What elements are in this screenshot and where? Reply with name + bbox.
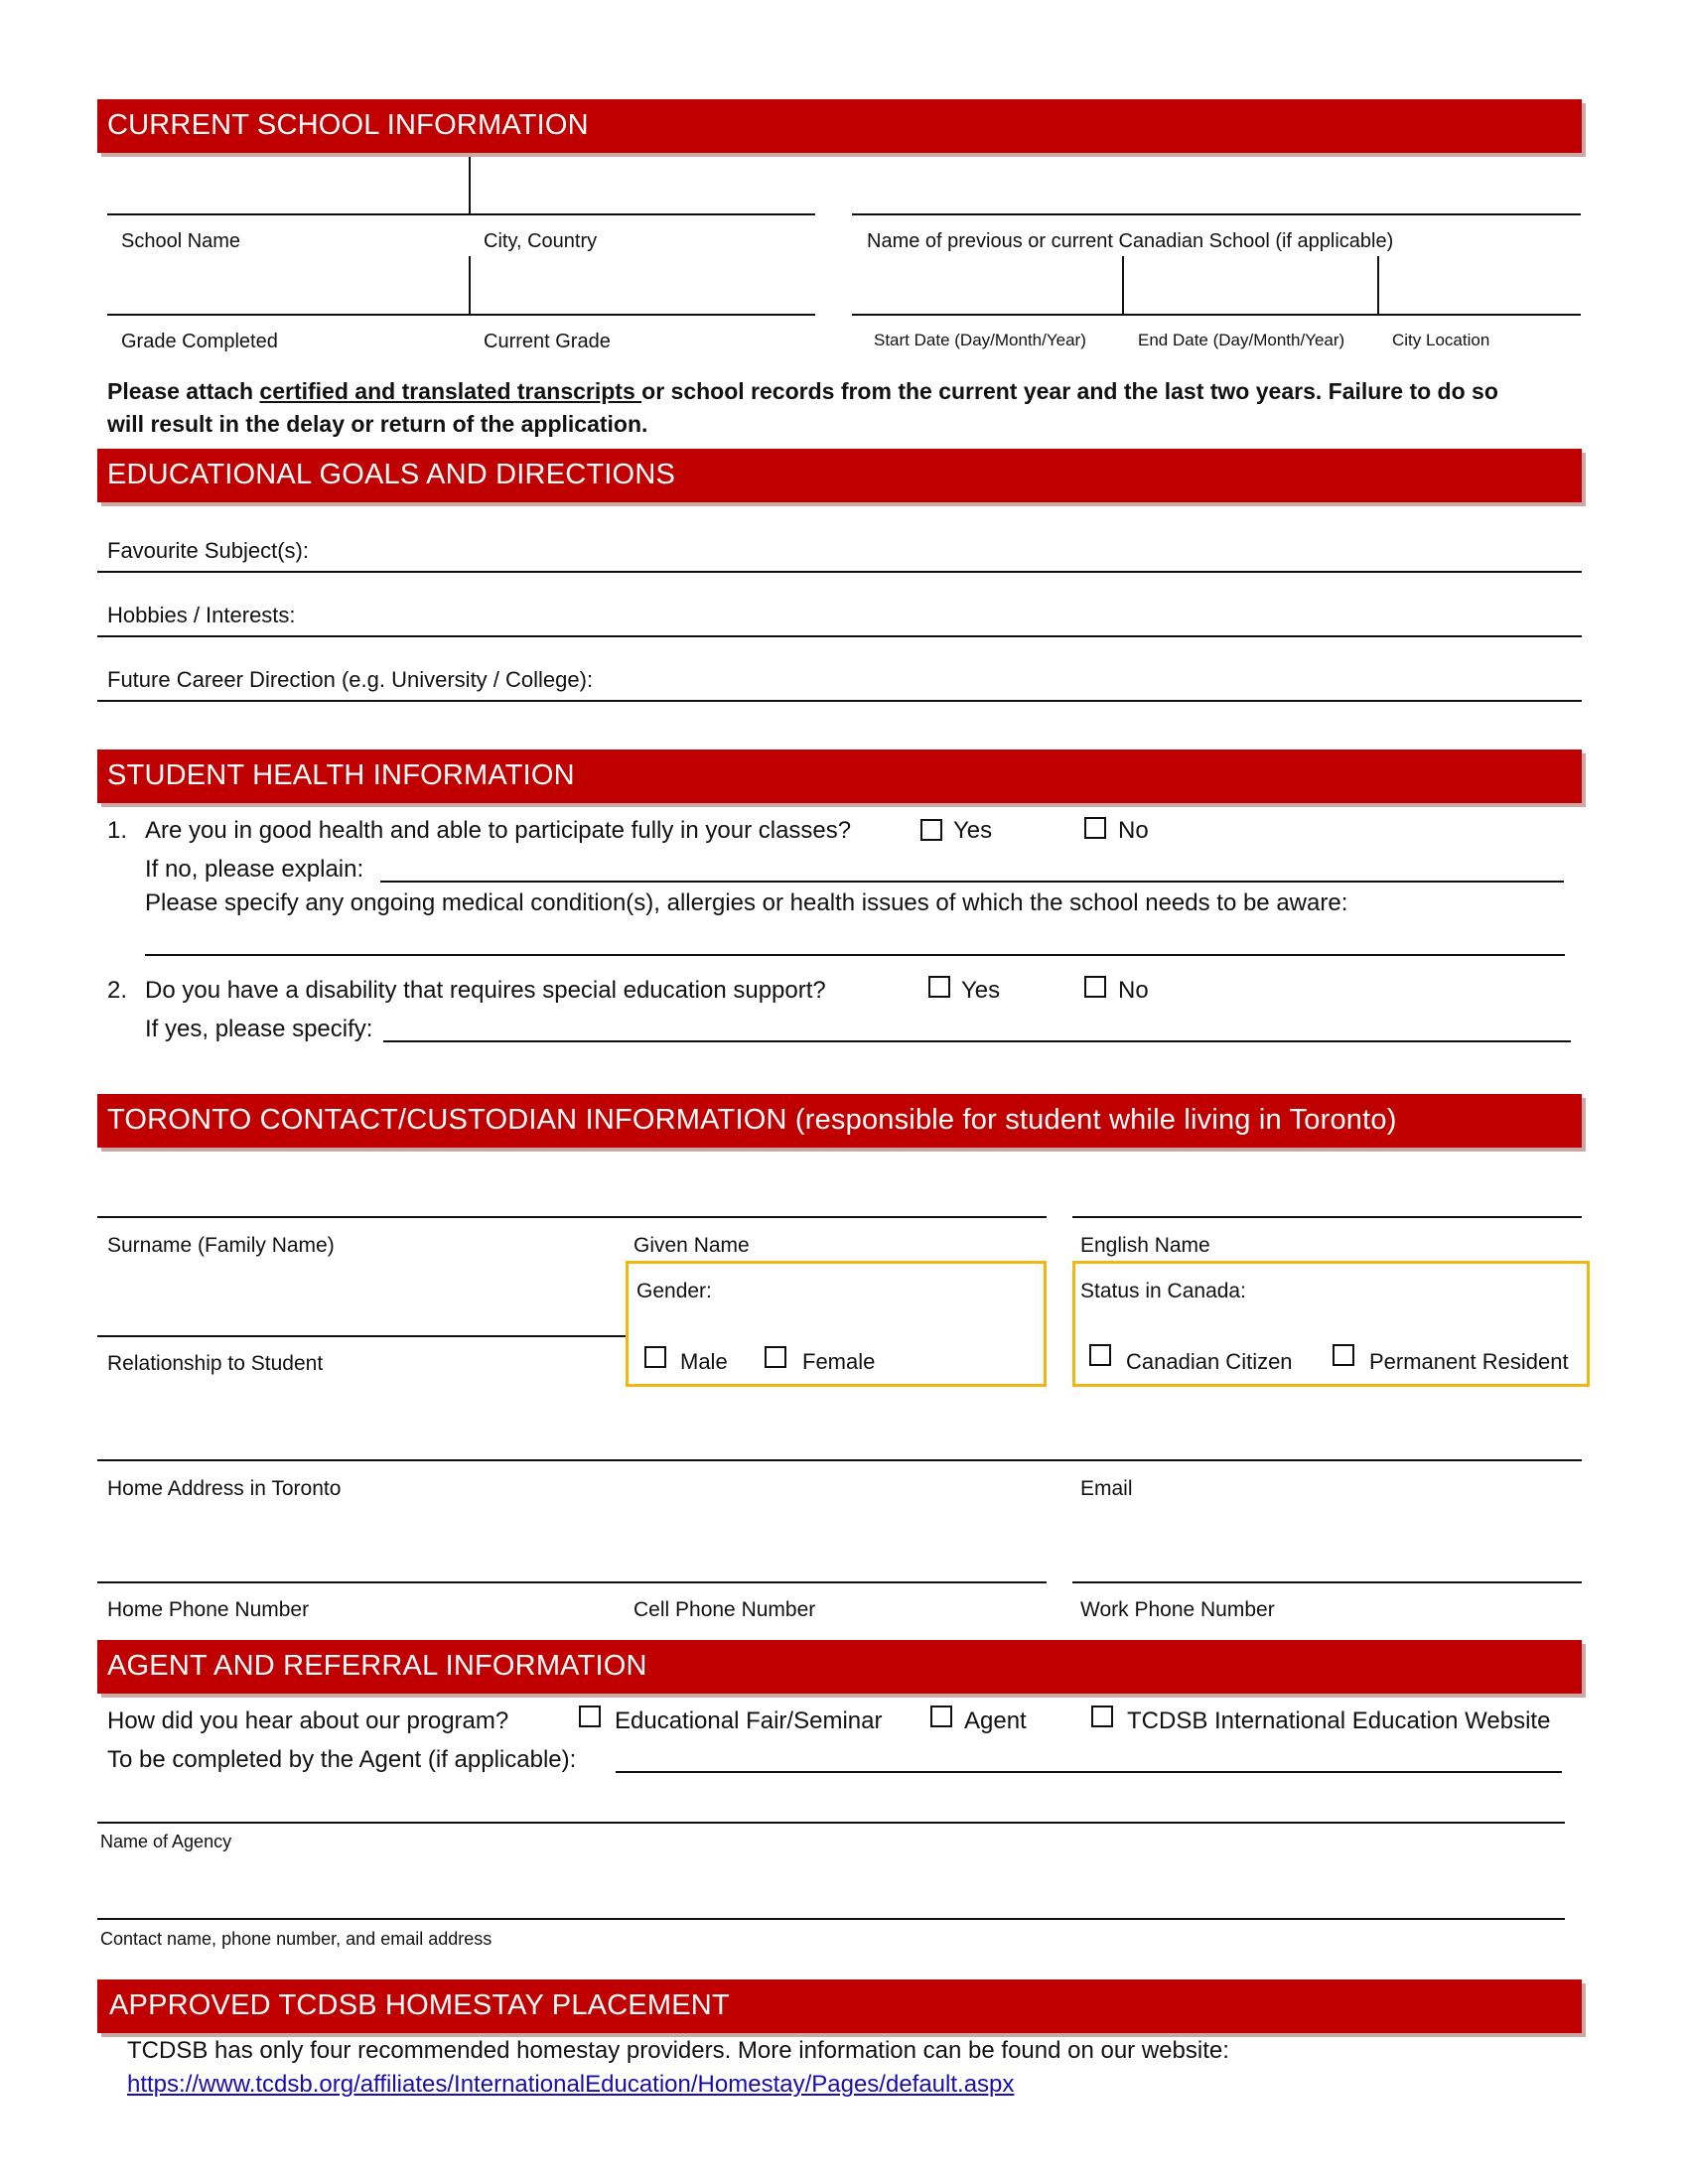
fair-checkbox[interactable] bbox=[579, 1706, 601, 1727]
home-phone-label: Home Phone Number bbox=[107, 1598, 310, 1621]
agency-contact-label: Contact name, phone number, and email address bbox=[100, 1929, 492, 1949]
canadian-citizen-checkbox[interactable] bbox=[1089, 1344, 1111, 1366]
given-name-label: Given Name bbox=[633, 1234, 750, 1257]
agent-checkbox[interactable] bbox=[930, 1706, 952, 1727]
gender-label: Gender: bbox=[636, 1280, 712, 1302]
hobbies-label: Hobbies / Interests: bbox=[107, 603, 296, 627]
q2-no-label: No bbox=[1118, 977, 1149, 1004]
section-title: EDUCATIONAL GOALS AND DIRECTIONS bbox=[107, 459, 675, 490]
hear-question: How did you hear about our program? bbox=[107, 1707, 509, 1734]
q2-no-checkbox[interactable] bbox=[1084, 976, 1106, 998]
q2-yes-label: Yes bbox=[961, 977, 1001, 1004]
work-phone-label: Work Phone Number bbox=[1080, 1598, 1275, 1621]
transcript-notice: Please attach certified and translated transcripts or school records from the current year and the last two years. Failure to do so bbox=[107, 378, 1498, 404]
q1-no-checkbox[interactable] bbox=[1084, 817, 1106, 839]
agency-name-field[interactable] bbox=[97, 1822, 1565, 1824]
favourite-subject-field[interactable] bbox=[97, 571, 1582, 573]
q1-no-label: No bbox=[1118, 817, 1149, 844]
homestay-website-link[interactable]: https://www.tcdsb.org/affiliates/InternationalEducation/Homestay/Pages/default.aspx bbox=[127, 2071, 1015, 2098]
q1-yes-label: Yes bbox=[953, 817, 993, 844]
website-checkbox[interactable] bbox=[1091, 1706, 1113, 1727]
agent-completion-label: To be completed by the Agent (if applicable): bbox=[107, 1746, 577, 1773]
section-header-agent bbox=[97, 1640, 1582, 1694]
grade-field[interactable] bbox=[107, 314, 815, 316]
q2-specify-field[interactable] bbox=[383, 1040, 1571, 1042]
canadian-citizen-label: Canadian Citizen bbox=[1126, 1349, 1293, 1374]
address-email-field[interactable] bbox=[97, 1459, 1582, 1461]
section-header-current-school bbox=[97, 99, 1582, 153]
q1-yes-checkbox[interactable] bbox=[920, 819, 942, 841]
status-label: Status in Canada: bbox=[1080, 1280, 1246, 1302]
field-divider bbox=[1122, 256, 1124, 314]
male-checkbox[interactable] bbox=[644, 1346, 666, 1368]
section-header-toronto-contact bbox=[97, 1094, 1582, 1148]
grade-completed-label: Grade Completed bbox=[121, 331, 278, 352]
agent-completion-field[interactable] bbox=[616, 1771, 1562, 1773]
section-title: CURRENT SCHOOL INFORMATION bbox=[107, 109, 589, 141]
fair-label: Educational Fair/Seminar bbox=[615, 1707, 883, 1734]
section-subtitle: (responsible for student while living in Toronto) bbox=[794, 1104, 1397, 1136]
question-number: 1. bbox=[107, 817, 128, 844]
field-divider bbox=[1377, 256, 1379, 314]
home-address-label: Home Address in Toronto bbox=[107, 1477, 342, 1500]
q1-explain-label: If no, please explain: bbox=[145, 856, 364, 883]
dates-field[interactable] bbox=[852, 314, 1581, 316]
health-question-1: Are you in good health and able to participate fully in your classes? bbox=[145, 817, 852, 844]
female-label: Female bbox=[802, 1349, 876, 1374]
section-title: TORONTO CONTACT/CUSTODIAN INFORMATION (responsible for student while living in Toronto) bbox=[107, 1104, 1397, 1136]
current-grade-label: Current Grade bbox=[484, 331, 611, 352]
start-date-label: Start Date (Day/Month/Year) bbox=[874, 331, 1086, 349]
relationship-label: Relationship to Student bbox=[107, 1352, 324, 1375]
q1-specify-field[interactable] bbox=[145, 954, 1565, 956]
field-divider bbox=[469, 256, 471, 314]
female-checkbox[interactable] bbox=[765, 1346, 786, 1368]
work-phone-field[interactable] bbox=[1072, 1581, 1582, 1583]
previous-school-field[interactable] bbox=[852, 213, 1581, 215]
phone-field[interactable] bbox=[97, 1581, 1047, 1583]
school-name-label: School Name bbox=[121, 230, 241, 252]
section-title: APPROVED TCDSB HOMESTAY PLACEMENT bbox=[109, 1989, 730, 2021]
transcript-notice-line2: will result in the delay or return of the application. bbox=[107, 411, 648, 437]
name-field[interactable] bbox=[97, 1216, 1047, 1218]
permanent-resident-label: Permanent Resident bbox=[1369, 1349, 1569, 1374]
end-date-label: End Date (Day/Month/Year) bbox=[1138, 331, 1345, 349]
q1-explain-field[interactable] bbox=[380, 881, 1564, 883]
field-divider bbox=[469, 157, 471, 213]
q1-specify-label: Please specify any ongoing medical condition(s), allergies or health issues of which the school needs to be aware: bbox=[145, 889, 1348, 916]
relationship-field[interactable] bbox=[97, 1335, 626, 1337]
favourite-subject-label: Favourite Subject(s): bbox=[107, 538, 309, 563]
career-field[interactable] bbox=[97, 700, 1582, 702]
cell-phone-label: Cell Phone Number bbox=[633, 1598, 816, 1621]
surname-label: Surname (Family Name) bbox=[107, 1234, 335, 1257]
city-location-label: City Location bbox=[1392, 331, 1490, 349]
agent-label: Agent bbox=[964, 1707, 1027, 1734]
q2-specify-label: If yes, please specify: bbox=[145, 1016, 373, 1042]
english-name-field[interactable] bbox=[1072, 1216, 1582, 1218]
city-country-label: City, Country bbox=[484, 230, 598, 252]
section-header-educational-goals bbox=[97, 449, 1582, 502]
section-title: AGENT AND REFERRAL INFORMATION bbox=[107, 1650, 647, 1682]
english-name-label: English Name bbox=[1080, 1234, 1210, 1257]
male-label: Male bbox=[680, 1349, 728, 1374]
agency-name-label: Name of Agency bbox=[100, 1832, 232, 1851]
permanent-resident-checkbox[interactable] bbox=[1333, 1344, 1354, 1366]
section-header-homestay bbox=[97, 1979, 1582, 2033]
transcript-notice-emphasis: certified and translated transcripts bbox=[259, 378, 642, 404]
career-label: Future Career Direction (e.g. University / College): bbox=[107, 667, 594, 692]
hobbies-field[interactable] bbox=[97, 635, 1582, 637]
question-number: 2. bbox=[107, 977, 128, 1004]
homestay-info: TCDSB has only four recommended homestay providers. More information can be found on our website: bbox=[127, 2037, 1229, 2064]
email-label: Email bbox=[1080, 1477, 1133, 1500]
section-header-health bbox=[97, 750, 1582, 803]
previous-school-label: Name of previous or current Canadian School (if applicable) bbox=[867, 230, 1394, 252]
agency-contact-field[interactable] bbox=[97, 1918, 1565, 1920]
school-name-field[interactable] bbox=[107, 213, 815, 215]
section-title: STUDENT HEALTH INFORMATION bbox=[107, 759, 575, 791]
website-label: TCDSB International Education Website bbox=[1127, 1707, 1551, 1734]
q2-yes-checkbox[interactable] bbox=[928, 976, 950, 998]
health-question-2: Do you have a disability that requires special education support? bbox=[145, 977, 826, 1004]
